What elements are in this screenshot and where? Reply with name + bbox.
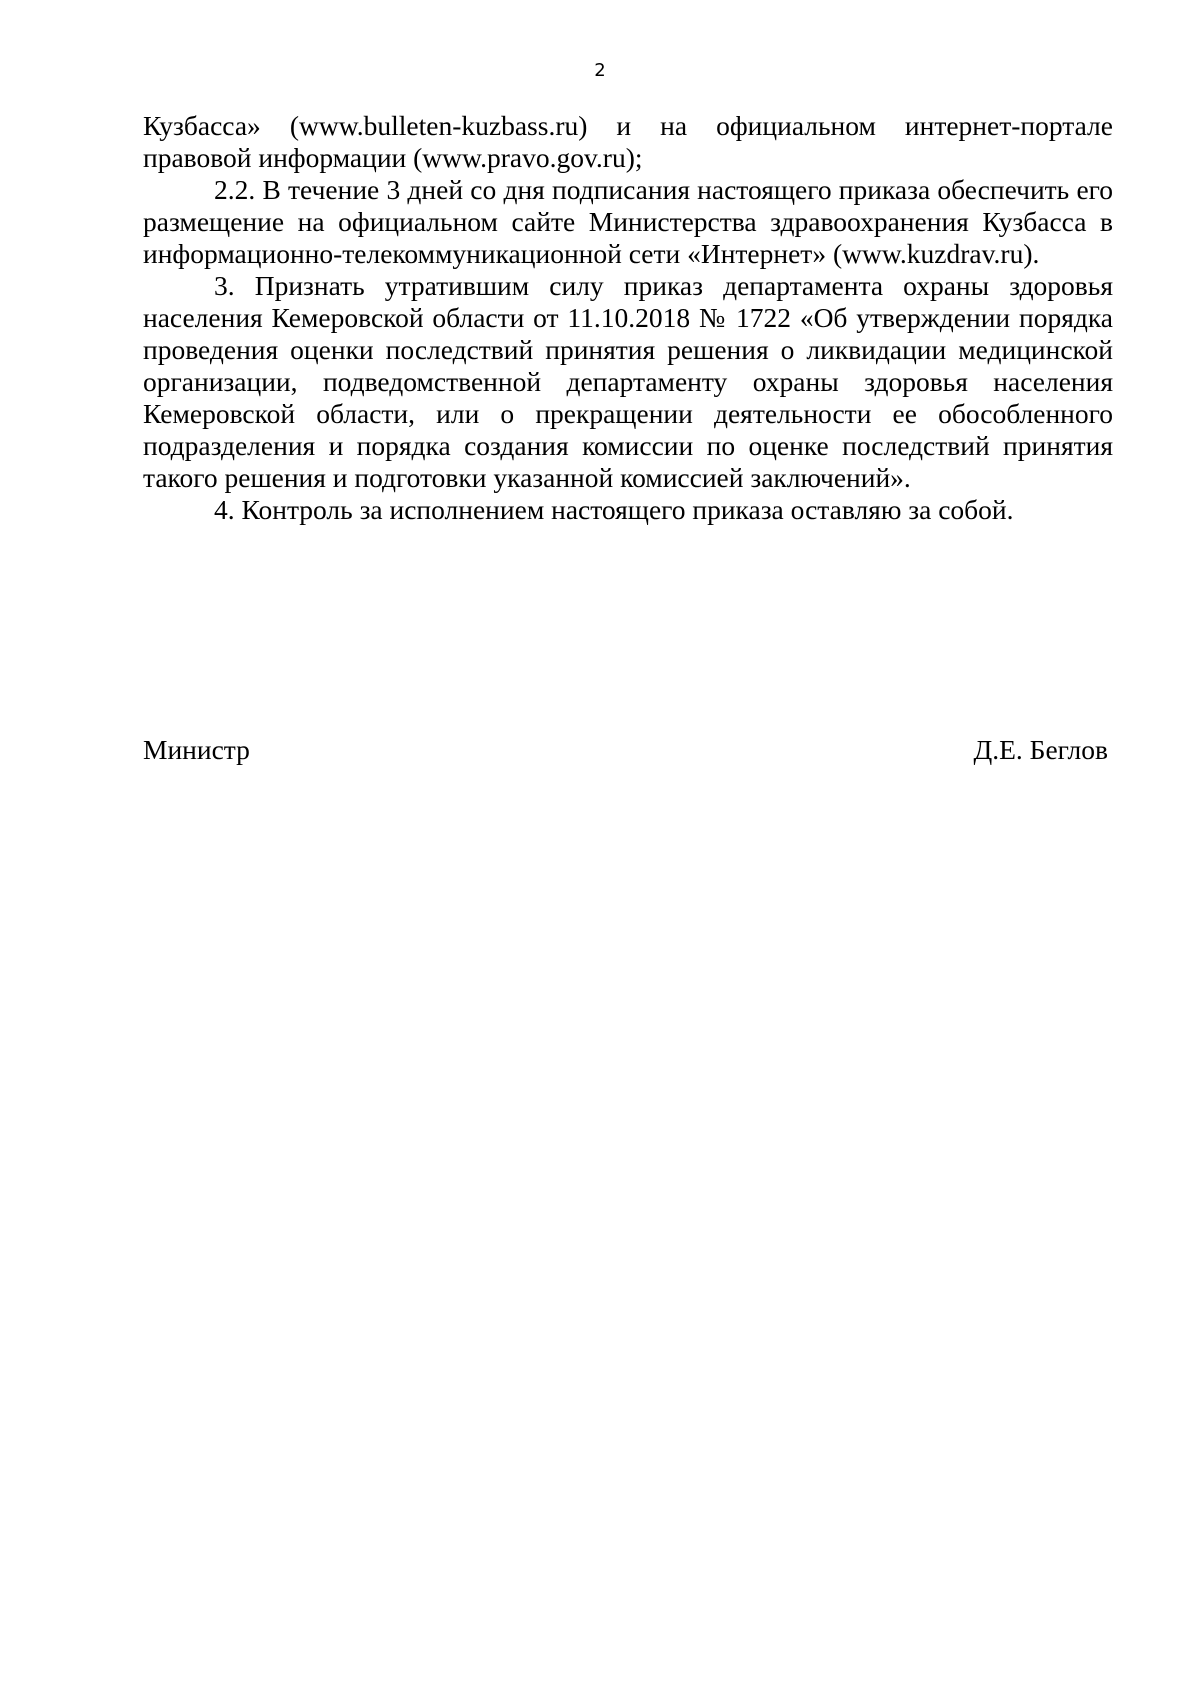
signatory-position: Министр bbox=[143, 734, 250, 765]
page-number: 2 bbox=[594, 60, 606, 81]
paragraph-item-4: 4. Контроль за исполнением настоящего приказа оставляю за собой. bbox=[214, 494, 1014, 525]
signature-block bbox=[143, 734, 1108, 766]
document-body bbox=[143, 110, 1113, 526]
signatory-name: Д.Е. Беглов bbox=[973, 734, 1108, 765]
paragraph-continuation: Кузбасса» (www.bulleten-kuzbass.ru) и на официальном интернет-портале правовой информации (www.pravo.gov.ru); bbox=[143, 110, 1113, 173]
paragraph-item-3: 3. Признать утратившим силу приказ департамента охраны здоровья населения Кемеровской области от 11.10.2018 № 1722 «Об утверждении порядка проведения оценки последствий принятия решения о ликвидации медицинской организации, подведомственной департаменту охраны здоровья населения Кемеровской области, или о прекращении деятельности ее обособленного подразделения и порядка создания комиссии по оценке последствий принятия такого решения и подготовки указанной комиссией заключений». bbox=[143, 270, 1113, 493]
paragraph-item-2-2: 2.2. В течение 3 дней со дня подписания настоящего приказа обеспечить его размещение на официальном сайте Министерства здравоохранения Кузбасса в информационно-телекоммуникационной сети «Интернет» (www.kuzdrav.ru). bbox=[143, 174, 1113, 269]
